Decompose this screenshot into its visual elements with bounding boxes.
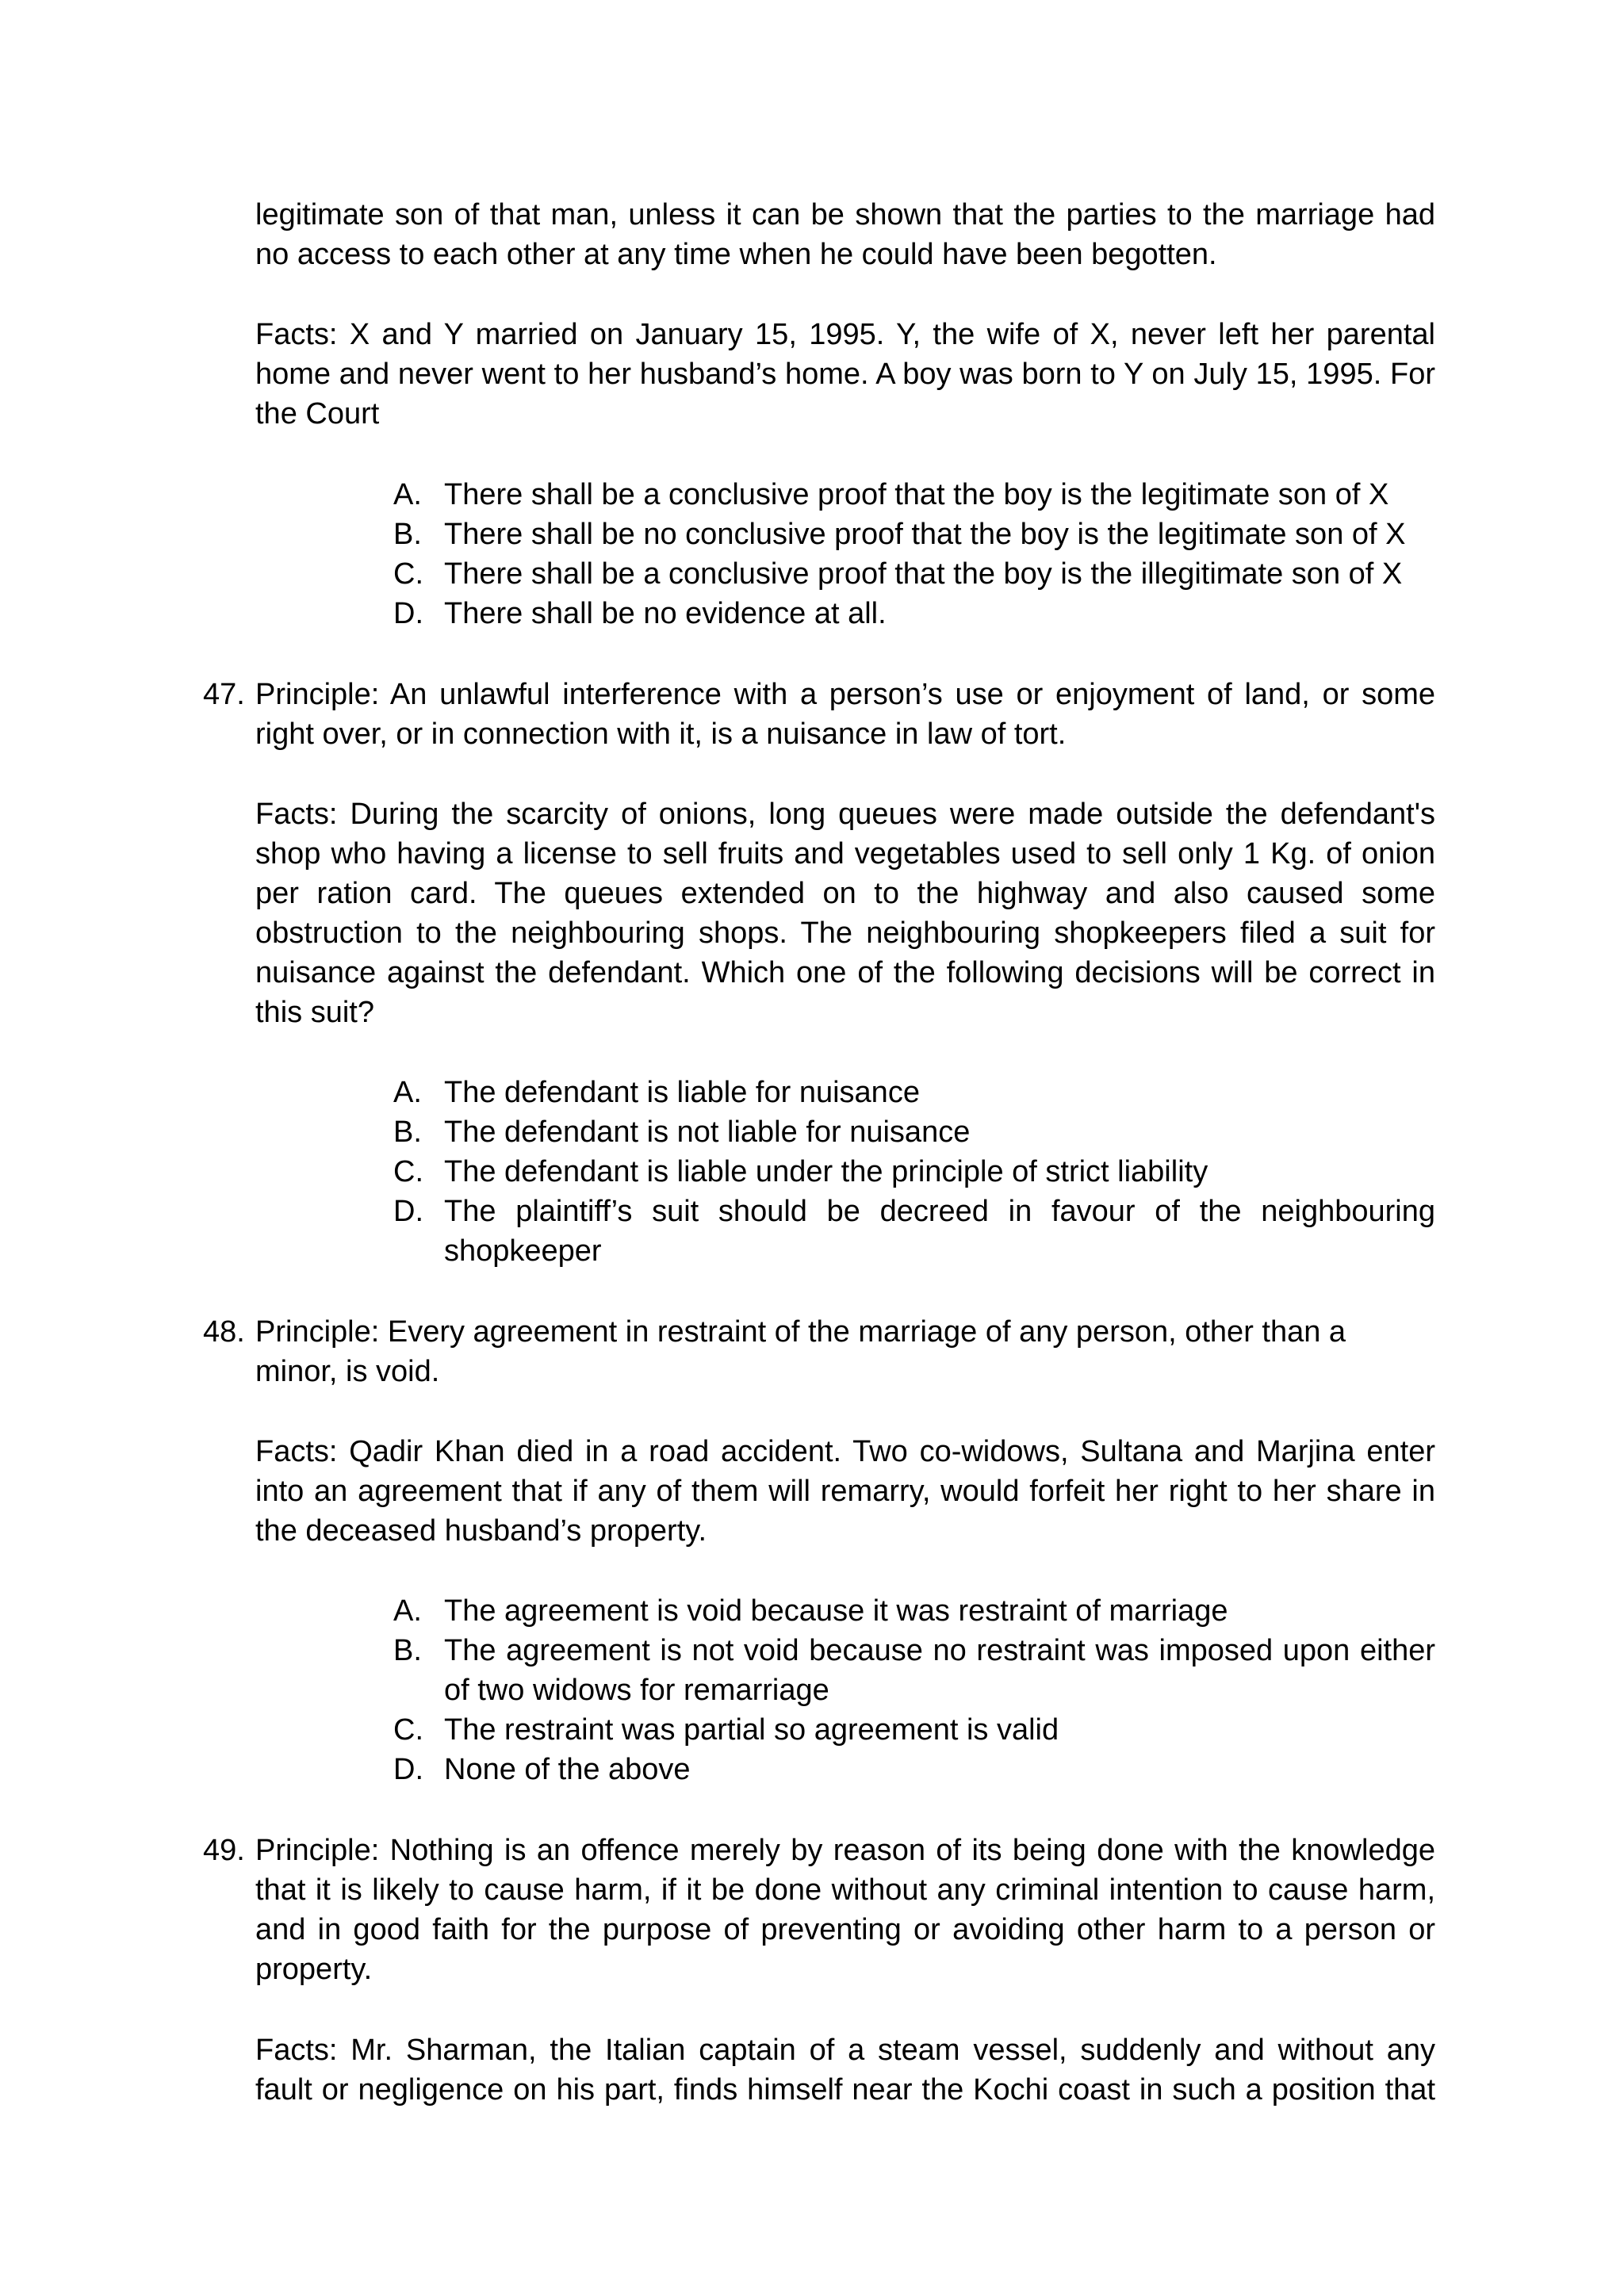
question-number: 49. [203, 1834, 245, 1867]
option-letter: D. [393, 1753, 423, 1786]
option-text: The plaintiff’s suit should be decreed in favour of the neighbouring shopkeeper [444, 1195, 1435, 1268]
principle-47: Principle: An unlawful interference with a person’s use or enjoyment of land, or some right over, or in connection with it, is a nuisance in law of tort. [255, 678, 1435, 751]
option-text: There shall be no conclusive proof that the boy is the legitimate son of X [444, 518, 1406, 551]
option-text: None of the above [444, 1753, 691, 1786]
option-letter: C. [393, 1155, 423, 1188]
option-text: There shall be a conclusive proof that the boy is the legitimate son of X [444, 478, 1389, 511]
option-text: There shall be a conclusive proof that the boy is the illegitimate son of X [444, 557, 1403, 591]
option-letter: D. [393, 597, 423, 630]
option-text: The defendant is liable under the principle of strict liability [444, 1155, 1208, 1188]
principle-49: Principle: Nothing is an offence merely by reason of its being done with the knowledge that it is likely to cause harm, if it be done without any criminal intention to cause harm, and in good faith for the purpose of preventing or avoiding other harm to a person or property. [255, 1834, 1435, 1986]
option-letter: A. [393, 1076, 422, 1109]
option-letter: D. [393, 1195, 423, 1228]
principle-48-line-2: minor, is void. [255, 1355, 440, 1388]
option-text: There shall be no evidence at all. [444, 597, 887, 630]
option-letter: B. [393, 1115, 422, 1149]
option-letter: A. [393, 1594, 422, 1628]
option-text: The defendant is liable for nuisance [444, 1076, 920, 1109]
facts-46: Facts: X and Y married on January 15, 1995. Y, the wife of X, never left her parental home and never went to her husband’s home. A boy was born to Y on July 15, 1995. For the Court [255, 318, 1435, 430]
question-number: 47. [203, 678, 245, 711]
option-letter: C. [393, 1713, 423, 1747]
continuation-text: legitimate son of that man, unless it can be shown that the parties to the marriage had no access to each other at any time when he could have been begotten. [255, 198, 1435, 271]
principle-48-line-1: Principle: Every agreement in restraint of the marriage of any person, other than a [255, 1315, 1346, 1349]
option-letter: A. [393, 478, 422, 511]
option-text: The agreement is not void because no restraint was imposed upon either of two widows for remarriage [444, 1634, 1435, 1707]
facts-48: Facts: Qadir Khan died in a road accident. Two co-widows, Sultana and Marjina enter into an agreement that if any of them will remarry, would forfeit her right to her share in the deceased husband’s property. [255, 1435, 1435, 1548]
facts-47: Facts: During the scarcity of onions, long queues were made outside the defendant's shop who having a license to sell fruits and vegetables used to sell only 1 Kg. of onion per ration card. The queues extended on to the highway and also caused some obstruction to the neighbouring shops. The neighbouring shopkeepers filed a suit for nuisance against the defendant. Which one of the following decisions will be correct in this suit? [255, 798, 1435, 1029]
option-text: The restraint was partial so agreement is valid [444, 1713, 1059, 1747]
question-number: 48. [203, 1315, 245, 1349]
option-letter: C. [393, 557, 423, 591]
option-letter: B. [393, 518, 422, 551]
option-letter: B. [393, 1634, 422, 1667]
option-text: The defendant is not liable for nuisance [444, 1115, 971, 1149]
option-text: The agreement is void because it was restraint of marriage [444, 1594, 1228, 1628]
facts-49: Facts: Mr. Sharman, the Italian captain of a steam vessel, suddenly and without any fault or negligence on his part, finds himself near the Kochi coast in such a position that [255, 2034, 1435, 2107]
